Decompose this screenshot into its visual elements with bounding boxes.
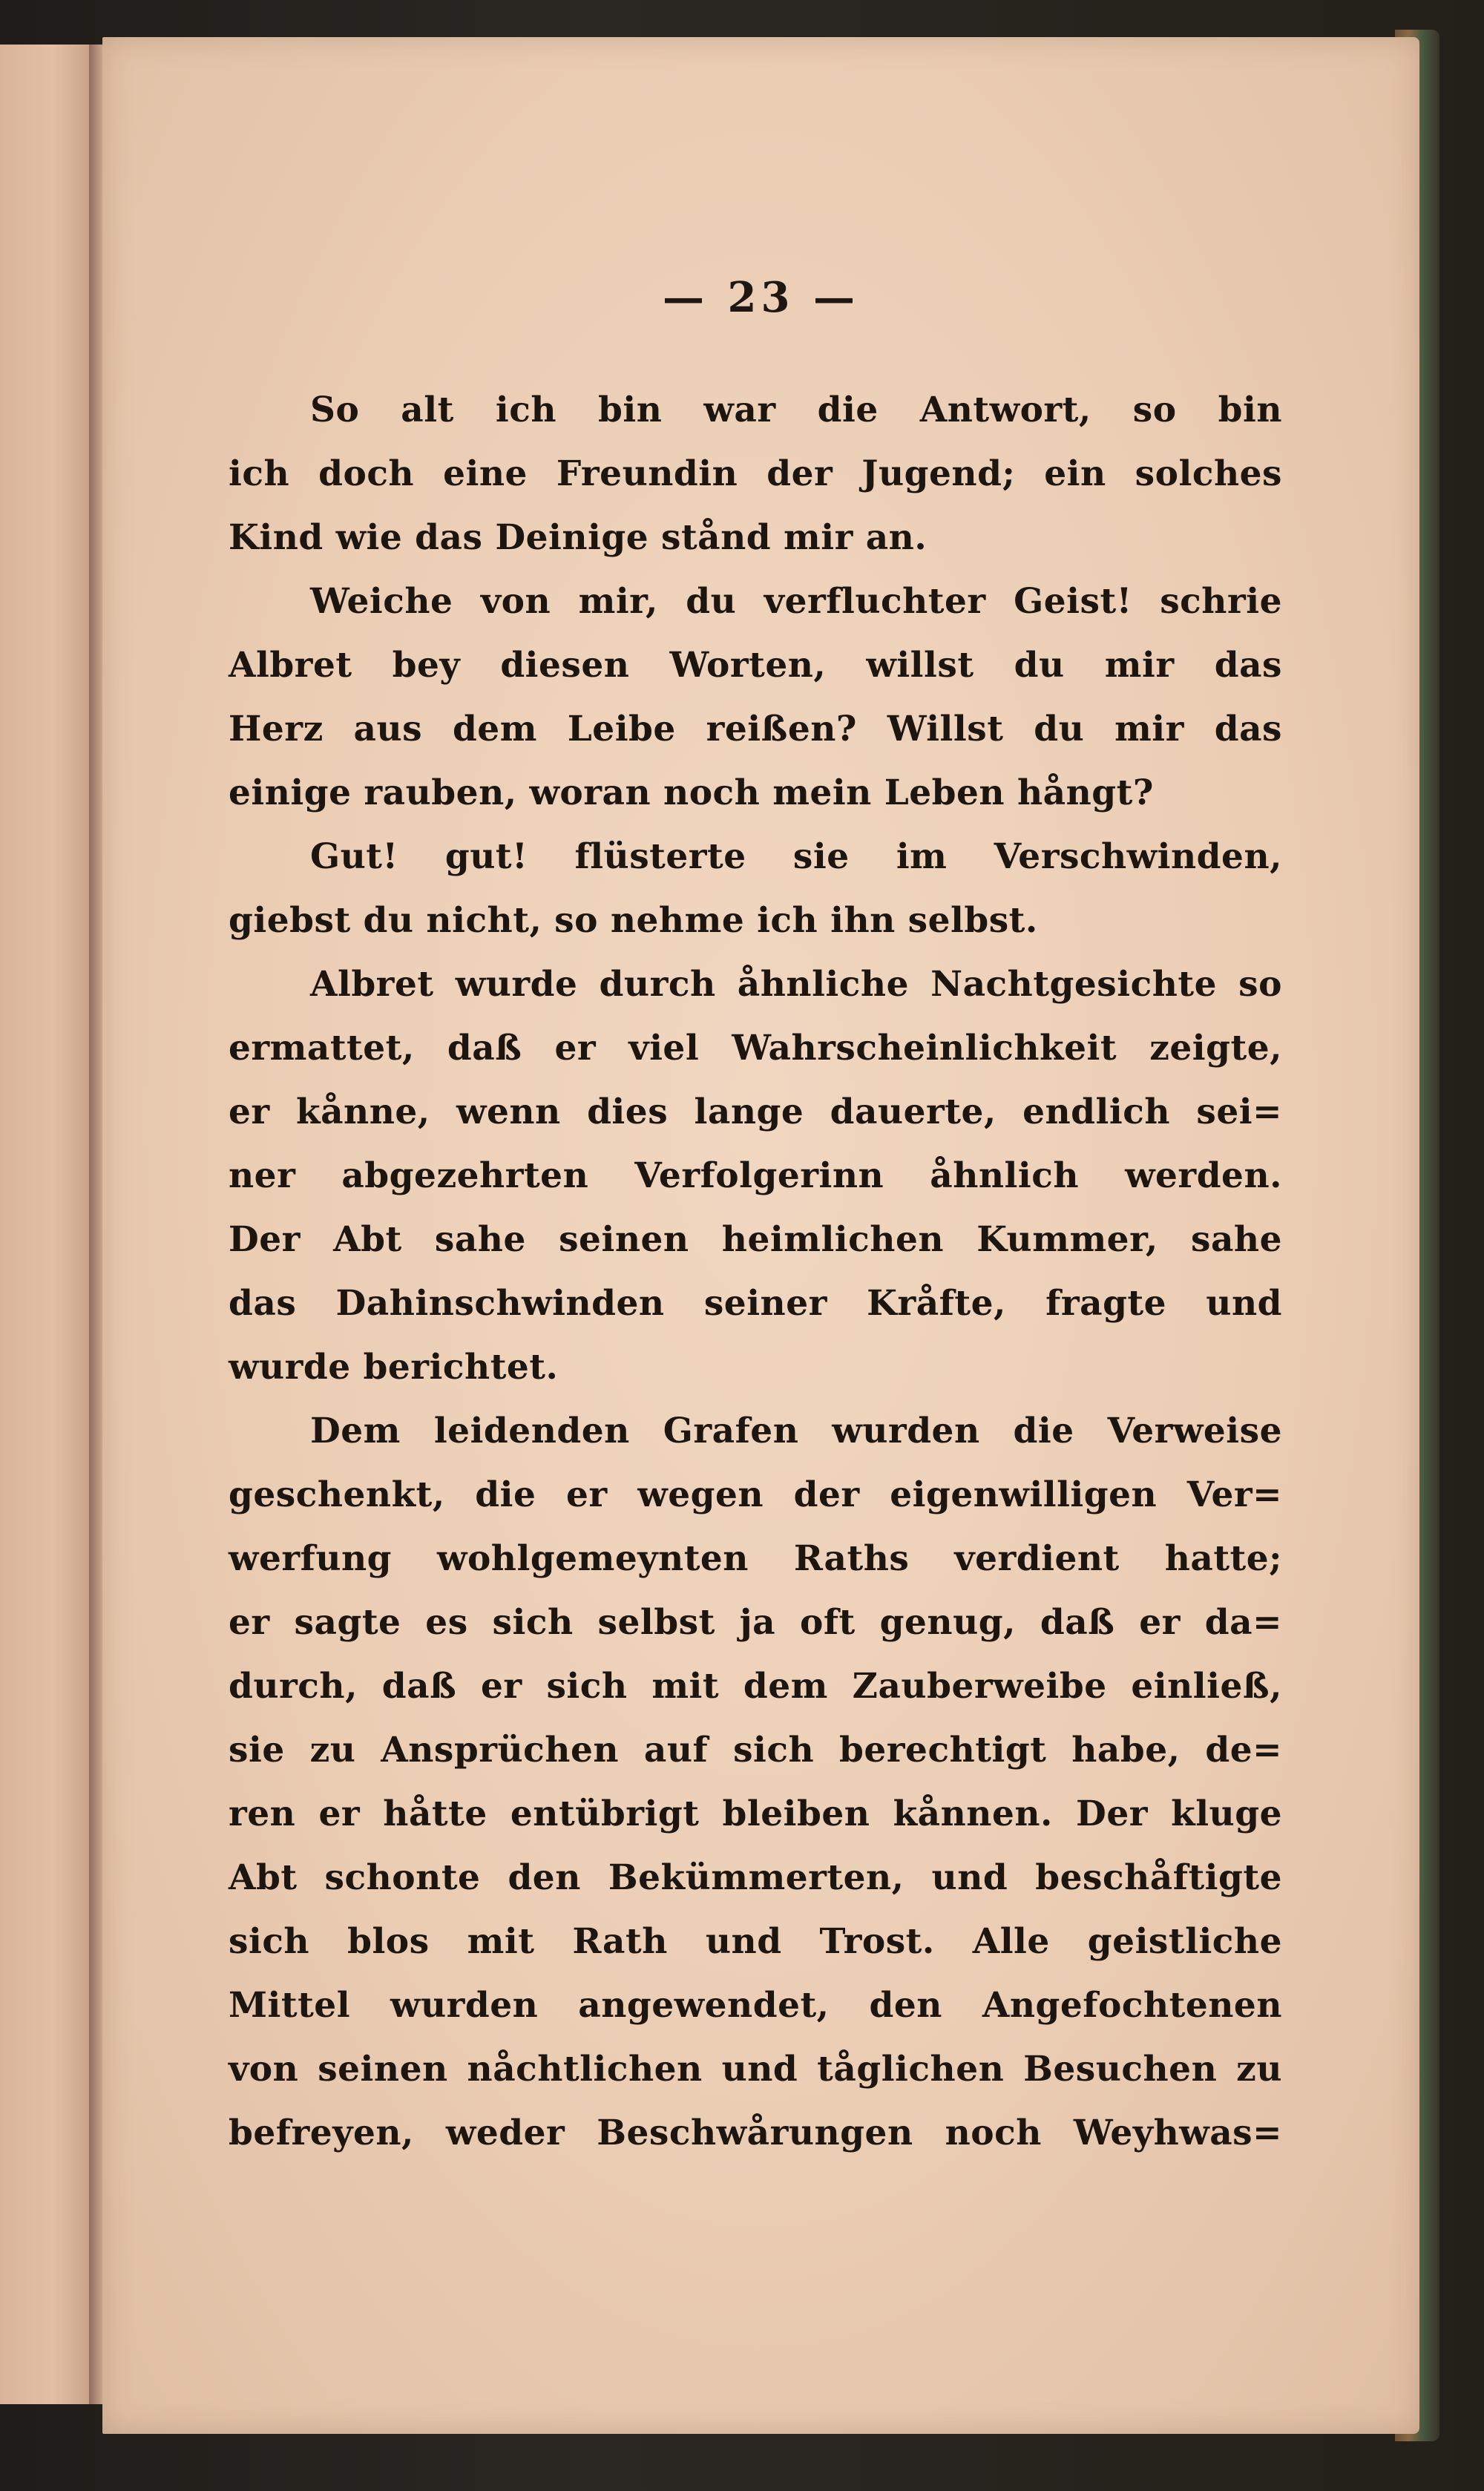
text-line: Albret bey diesen Worten, willst du mir das — [229, 645, 1282, 686]
text-line: durch, daß er sich mit dem Zauberweibe einließ, — [229, 1666, 1282, 1707]
text-line: ermattet, daß er viel Wahrscheinlichkeit zeigte, — [229, 1028, 1282, 1069]
text-line: sie zu Ansprüchen auf sich berechtigt habe, de= — [229, 1730, 1282, 1770]
text-line: er sagte es sich selbst ja oft genug, daß er da= — [229, 1602, 1282, 1643]
text-line: Mittel wurden angewendet, den Angefochtenen — [229, 1985, 1282, 2026]
text-line: werfung wohlgemeynten Raths verdient hatte; — [229, 1538, 1282, 1579]
text-line: wurde berichtet. — [229, 1347, 559, 1388]
text-line: Albret wurde durch åhnliche Nachtgesichte so — [310, 964, 1282, 1005]
book-gutter — [89, 45, 102, 2404]
text-line: Kind wie das Deinige stånd mir an. — [229, 517, 928, 558]
text-line: Gut! gut! flüsterte sie im Verschwinden, — [310, 836, 1282, 877]
book-page — [102, 37, 1419, 2434]
text-line: ren er håtte entübrigt bleiben kånnen. Der kluge — [229, 1793, 1282, 1834]
page-number: — 23 — — [663, 273, 859, 322]
text-line: Herz aus dem Leibe reißen? Willst du mir das — [229, 709, 1282, 749]
text-line: giebst du nicht, so nehme ich ihn selbst. — [229, 900, 1038, 941]
text-line: einige rauben, woran noch mein Leben hångt? — [229, 772, 1154, 813]
text-line: geschenkt, die er wegen der eigenwilligen Ver= — [229, 1474, 1282, 1515]
text-line: Weiche von mir, du verfluchter Geist! schrie — [310, 581, 1282, 622]
text-line: das Dahinschwinden seiner Kråfte, fragte und — [229, 1283, 1282, 1324]
text-line: von seinen nåchtlichen und tåglichen Besuchen zu — [229, 2049, 1282, 2090]
text-line: Abt schonte den Bekümmerten, und beschåftigte — [229, 1857, 1282, 1898]
text-line: er kånne, wenn dies lange dauerte, endlich sei= — [229, 1092, 1282, 1132]
text-line: So alt ich bin war die Antwort, so bin — [310, 390, 1282, 430]
text-line: Der Abt sahe seinen heimlichen Kummer, sahe — [229, 1219, 1282, 1260]
text-line: ich doch eine Freundin der Jugend; ein solches — [229, 453, 1282, 494]
text-line: sich blos mit Rath und Trost. Alle geistliche — [229, 1921, 1282, 1962]
text-line: Dem leidenden Grafen wurden die Verweise — [310, 1411, 1282, 1451]
body-text — [229, 378, 1282, 2165]
text-line: befreyen, weder Beschwårungen noch Weyhwas= — [229, 2113, 1282, 2153]
facing-page-edge — [0, 45, 93, 2404]
text-line: ner abgezehrten Verfolgerinn åhnlich werden. — [229, 1155, 1282, 1196]
